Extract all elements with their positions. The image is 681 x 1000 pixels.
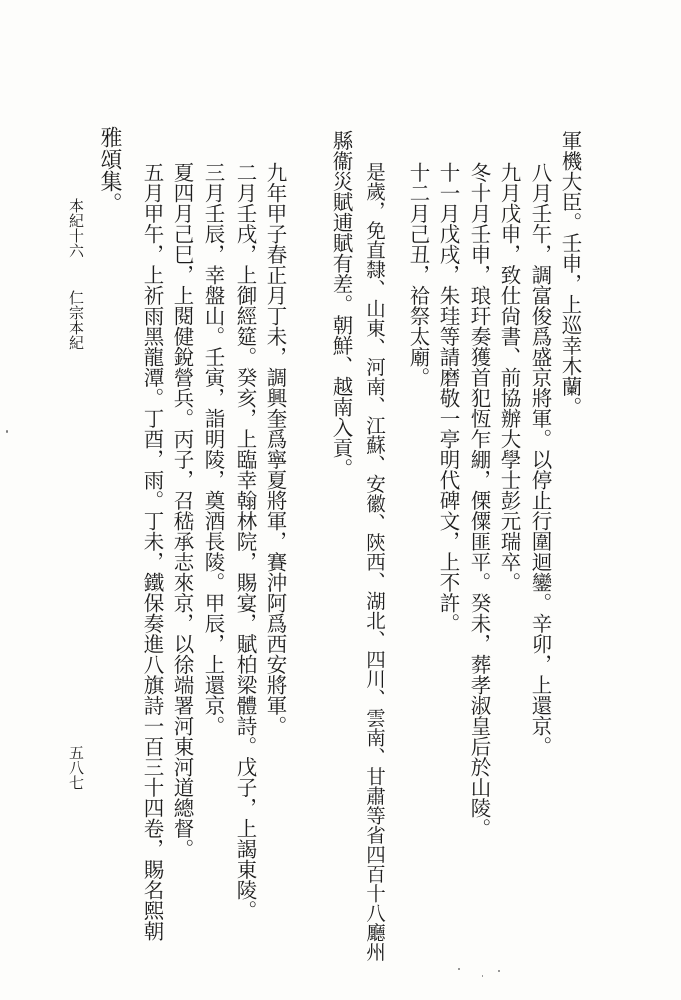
scan-speck xyxy=(458,968,460,970)
text-line: 軍機大臣。壬申，上巡幸木蘭。 xyxy=(558,130,582,417)
text-line: 二月壬戌，上御經筵。癸亥，上臨幸翰林院，賜宴，賦柏梁體詩。戊子，上謁東陵。 xyxy=(233,162,257,921)
scan-speck xyxy=(6,430,8,433)
text-line: 三月壬辰，幸盤山。壬寅，詣明陵，奠酒長陵。甲辰，上還京。 xyxy=(201,162,225,736)
scan-speck xyxy=(498,970,500,972)
text-line: 夏四月己巳，上閱健銳營兵。丙子，召嵇承志來京，以徐端署河東河道總督。 xyxy=(170,162,194,859)
text-line: 是歲，免直隸、山東、河南、江蘇、安徽、陝西、湖北、四川、雲南、甘肅等省四百十八廳州 xyxy=(363,162,386,962)
text-line: 八月壬午，調富俊爲盛京將軍。以停止行圍迴鑾。辛卯，上還京。 xyxy=(528,162,552,757)
text-line: 九年甲子春正月丁未，調興奎爲寧夏將軍，賽沖阿爲西安將軍。 xyxy=(263,162,287,736)
text-line: 九月戊申，致仕尙書、前協辦大學士彭元瑞卒。 xyxy=(497,162,521,593)
text-line: 十二月己丑，祫祭太廟。 xyxy=(406,162,430,388)
text-line: 十一月戊戌，朱珪等請磨敬一亭明代碑文，上不許。 xyxy=(436,162,460,634)
section-label: 本紀十六 xyxy=(67,198,85,258)
text-line: 冬十月壬申，琅玕奏獲首犯恆乍綳，傈僳匪平。癸未，葬孝淑皇后於山陵。 xyxy=(467,162,491,839)
page-number: 五八七 xyxy=(67,745,85,790)
text-line: 縣衞災賦逋賦有差。朝鮮、越南入貢。 xyxy=(329,130,353,479)
text-line: 雅頌集。 xyxy=(97,126,122,214)
scan-speck xyxy=(482,975,483,977)
text-line: 五月甲午，上祈雨黑龍潭。丁酉，雨。丁未，鐵保奏進八旗詩一百三十四卷，賜名熙朝 xyxy=(140,162,164,941)
chapter-label: 仁宗本紀 xyxy=(67,290,85,350)
